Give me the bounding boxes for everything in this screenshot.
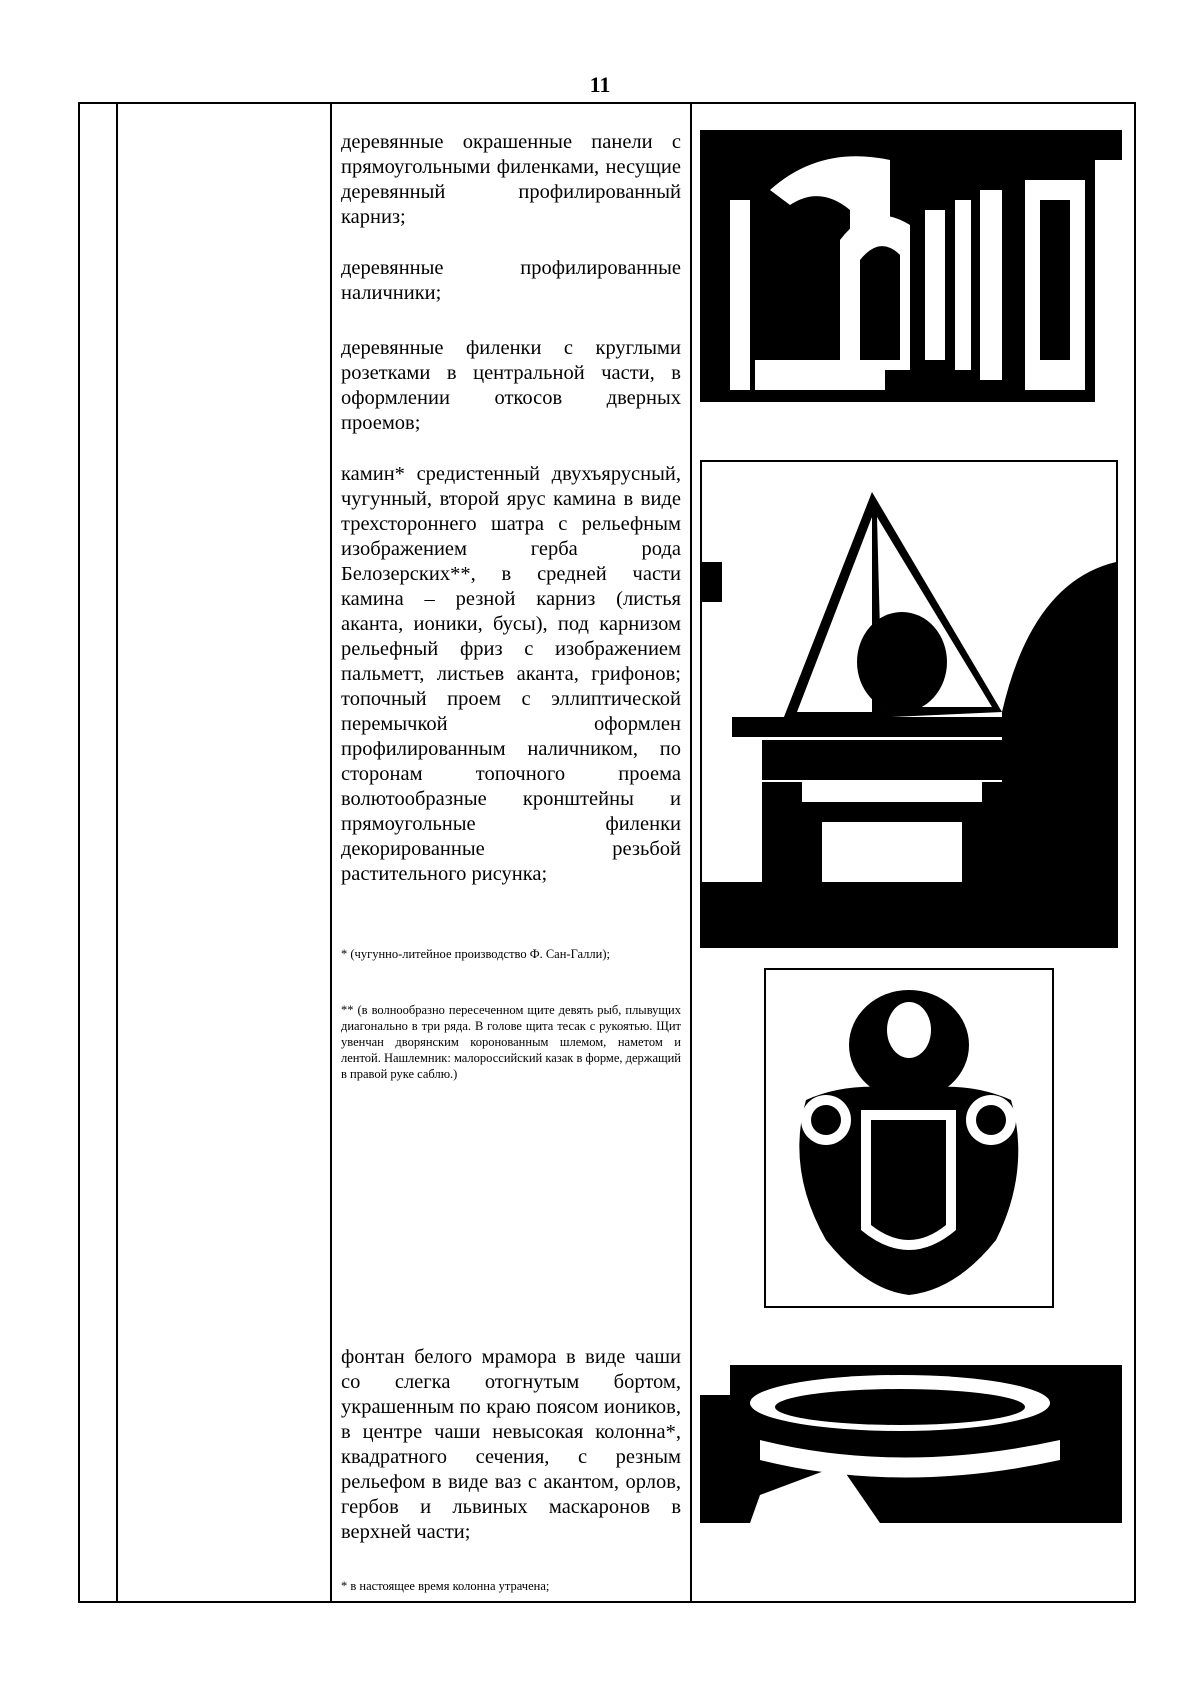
description-paragraph-door-slopes: деревянные филенки с круглыми розетками в центральной части, в оформлении откосов дверных проемов; xyxy=(341,337,681,434)
column-divider-2 xyxy=(330,102,332,1603)
fountain-photo xyxy=(700,1345,1122,1523)
description-paragraph-fountain: фонтан белого мрамора в виде чаши со слегка отогнутым бортом, украшенным по краю поясом иоников, в центре чаши невысокая колонна*, квадратного сечения, с резным рельефом в виде ваз с акантом, орлов, гербов и львиных маскаронов в верхней части; xyxy=(341,1346,681,1543)
table-right-border xyxy=(1134,102,1136,1603)
page-number: 11 xyxy=(589,72,611,97)
description-paragraph-fireplace: камин* средистенный двухъярусный, чугунный, второй ярус камина в виде трехстороннего шатра с рельефным изображением герба рода Белозерских**, в средней части камина – резной карниз (листья аканта, ионики, бусы), под карнизом рельефный фриз с изображением пальметт, листьев аканта, грифонов; топочный проем с эллиптической перемычкой оформлен профилированным наличником, по сторонам топочного проема волютообразные кронштейны и прямоугольные филенки декорированные резьбой растительного рисунка; xyxy=(341,463,681,885)
interior-hall-photo xyxy=(700,130,1122,402)
footnote-column-lost: * в настоящее время колонна утрачена; xyxy=(341,1579,550,1593)
description-paragraph-panels: деревянные окрашенные панели с прямоугольными филенками, несущие деревянный профилированный карниз; xyxy=(341,131,681,228)
description-paragraph-casings: деревянные профилированные наличники; xyxy=(341,257,681,304)
column-divider-1 xyxy=(116,102,118,1603)
fireplace-photo xyxy=(700,460,1118,948)
table-bottom-border xyxy=(78,1601,1136,1603)
footnote-coat-of-arms: ** (в волнообразно пересеченном щите девять рыб, плывущих диагонально в три ряда. В голове щита тесак с рукоятью. Щит увенчан дворянским коронованным шлемом, наметом и лентой. Нашлемник: малороссийский казак в форме, держащий в правой руке саблю.) xyxy=(341,1003,681,1081)
table-top-border xyxy=(78,102,1136,104)
coat-of-arms-photo xyxy=(764,968,1054,1308)
footnote-san-galli: * (чугунно-литейное производство Ф. Сан-Галли); xyxy=(341,947,610,961)
table-left-border xyxy=(78,102,80,1603)
column-divider-3 xyxy=(690,102,692,1603)
